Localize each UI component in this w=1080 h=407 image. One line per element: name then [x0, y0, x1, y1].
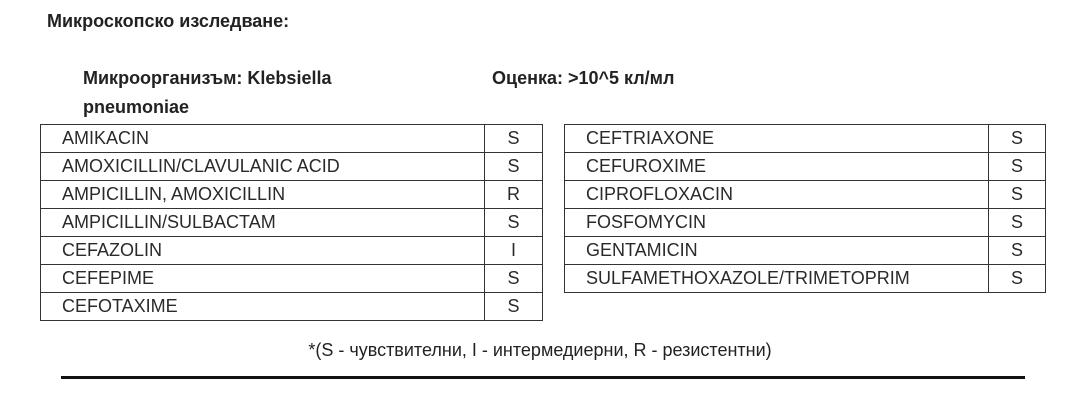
table-row — [41, 293, 543, 321]
table-row — [41, 209, 543, 237]
result-cell: R — [485, 181, 543, 209]
drug-name-cell: CEFAZOLIN — [41, 237, 485, 265]
result-cell: S — [989, 265, 1046, 293]
table-row — [565, 237, 1046, 265]
drug-name-cell: GENTAMICIN — [565, 237, 989, 265]
drug-name-cell: AMPICILLIN/SULBACTAM — [41, 209, 485, 237]
table-row — [41, 181, 543, 209]
antibiogram-table-right — [564, 124, 1046, 293]
table-row — [41, 125, 543, 153]
result-cell: I — [485, 237, 543, 265]
table-row — [565, 181, 1046, 209]
drug-name-cell: AMPICILLIN, AMOXICILLIN — [41, 181, 485, 209]
table-row — [41, 237, 543, 265]
drug-name-cell: AMOXICILLIN/CLAVULANIC ACID — [41, 153, 485, 181]
drug-name-cell: AMIKACIN — [41, 125, 485, 153]
result-cell: S — [485, 293, 543, 321]
drug-name-cell: CIPROFLOXACIN — [565, 181, 989, 209]
result-cell: S — [485, 125, 543, 153]
drug-name-cell: CEFUROXIME — [565, 153, 989, 181]
drug-name-cell: FOSFOMYCIN — [565, 209, 989, 237]
organism-label-line2: pneumoniae — [83, 97, 190, 117]
table-row — [41, 153, 543, 181]
table-row — [565, 265, 1046, 293]
section-title: Микроскопско изследване: — [47, 11, 290, 31]
result-cell: S — [989, 209, 1046, 237]
antibiogram-table-left — [40, 124, 543, 321]
organism-label-line1: Микроорганизъм: Klebsiella — [83, 68, 332, 88]
drug-name-cell: CEFEPIME — [41, 265, 485, 293]
drug-name-cell: CEFTRIAXONE — [565, 125, 989, 153]
legend-note: *(S - чувствителни, I - интермедиерни, R - резистентни) — [308, 340, 772, 360]
score-label: Оценка: >10^5 кл/мл — [492, 68, 675, 88]
result-cell: S — [989, 237, 1046, 265]
drug-name-cell: CEFOTAXIME — [41, 293, 485, 321]
horizontal-divider — [61, 376, 1025, 379]
result-cell: S — [485, 265, 543, 293]
organism-label — [83, 64, 413, 122]
table-row — [41, 265, 543, 293]
result-cell: S — [989, 153, 1046, 181]
result-cell: S — [485, 209, 543, 237]
result-cell: S — [989, 125, 1046, 153]
result-cell: S — [485, 153, 543, 181]
result-cell: S — [989, 181, 1046, 209]
table-row — [565, 153, 1046, 181]
table-row — [565, 209, 1046, 237]
drug-name-cell: SULFAMETHOXAZOLE/TRIMETOPRIM — [565, 265, 989, 293]
table-row — [565, 125, 1046, 153]
